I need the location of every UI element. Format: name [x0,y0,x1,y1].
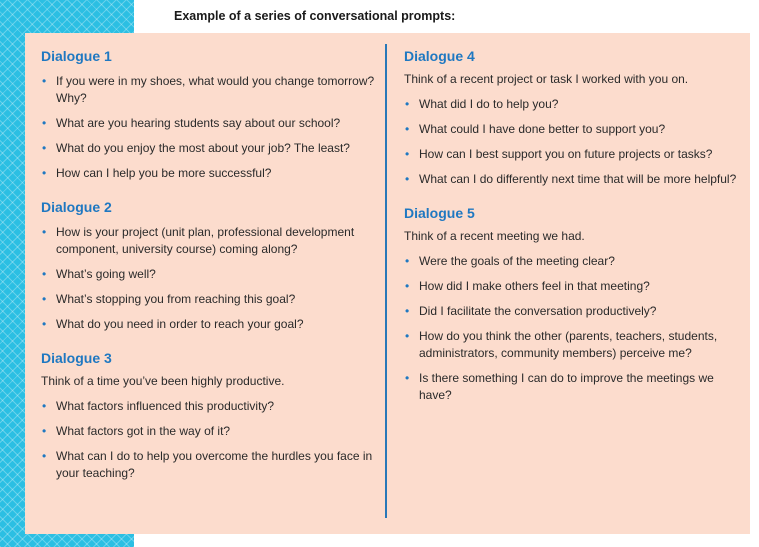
dialogue-1 [41,48,377,182]
prompt-item: • What’s going well? [41,266,377,283]
prompt-list [41,224,377,333]
dialogue-intro: Think of a recent meeting we had. [404,229,585,243]
dialogue-3 [41,350,377,482]
column-divider [385,44,387,518]
prompt-item: • What do you need in order to reach your goal? [41,316,377,333]
dialogue-intro: Think of a recent project or task I worked with you on. [404,72,689,86]
prompt-item: • Did I facilitate the conversation productively? [404,303,740,320]
prompt-item: • What can I do differently next time that will be more helpful? [404,171,740,188]
prompt-item: • Is there something I can do to improve the meetings we have? [404,370,740,404]
prompt-item: • How is your project (unit plan, professional development component, university course) coming along? [41,224,377,258]
prompt-list [404,253,740,404]
prompt-item: • What’s stopping you from reaching this goal? [41,291,377,308]
figure-caption: Example of a series of conversational prompts: [174,9,456,23]
right-column [404,48,740,404]
prompt-item: • What do you enjoy the most about your job? The least? [41,140,377,157]
dialogue-4 [404,48,740,188]
prompt-item: • Were the goals of the meeting clear? [404,253,740,270]
left-column [41,48,377,482]
prompt-item: • How did I make others feel in that meeting? [404,278,740,295]
dialogue-5 [404,205,740,404]
prompt-list [404,96,740,188]
prompt-item: • What did I do to help you? [404,96,740,113]
prompt-item: • What are you hearing students say about our school? [41,115,377,132]
dialogue-title: Dialogue 4 [404,48,475,64]
prompt-item: • How can I best support you on future projects or tasks? [404,146,740,163]
prompt-item: • How do you think the other (parents, teachers, students, administrators, community members) perceive me? [404,328,740,362]
prompt-item: • What could I have done better to support you? [404,121,740,138]
prompt-item: • How can I help you be more successful? [41,165,377,182]
prompt-item: • What can I do to help you overcome the hurdles you face in your teaching? [41,448,377,482]
dialogue-title: Dialogue 1 [41,48,112,64]
dialogue-title: Dialogue 5 [404,205,475,221]
dialogue-title: Dialogue 2 [41,199,112,215]
dialogue-title: Dialogue 3 [41,350,112,366]
prompt-item: • If you were in my shoes, what would you change tomorrow? Why? [41,73,377,107]
dialogue-intro: Think of a time you’ve been highly productive. [41,374,285,388]
prompt-item: • What factors influenced this productivity? [41,398,377,415]
prompt-list [41,73,377,182]
prompt-item: • What factors got in the way of it? [41,423,377,440]
dialogue-2 [41,199,377,333]
prompt-list [41,398,377,482]
